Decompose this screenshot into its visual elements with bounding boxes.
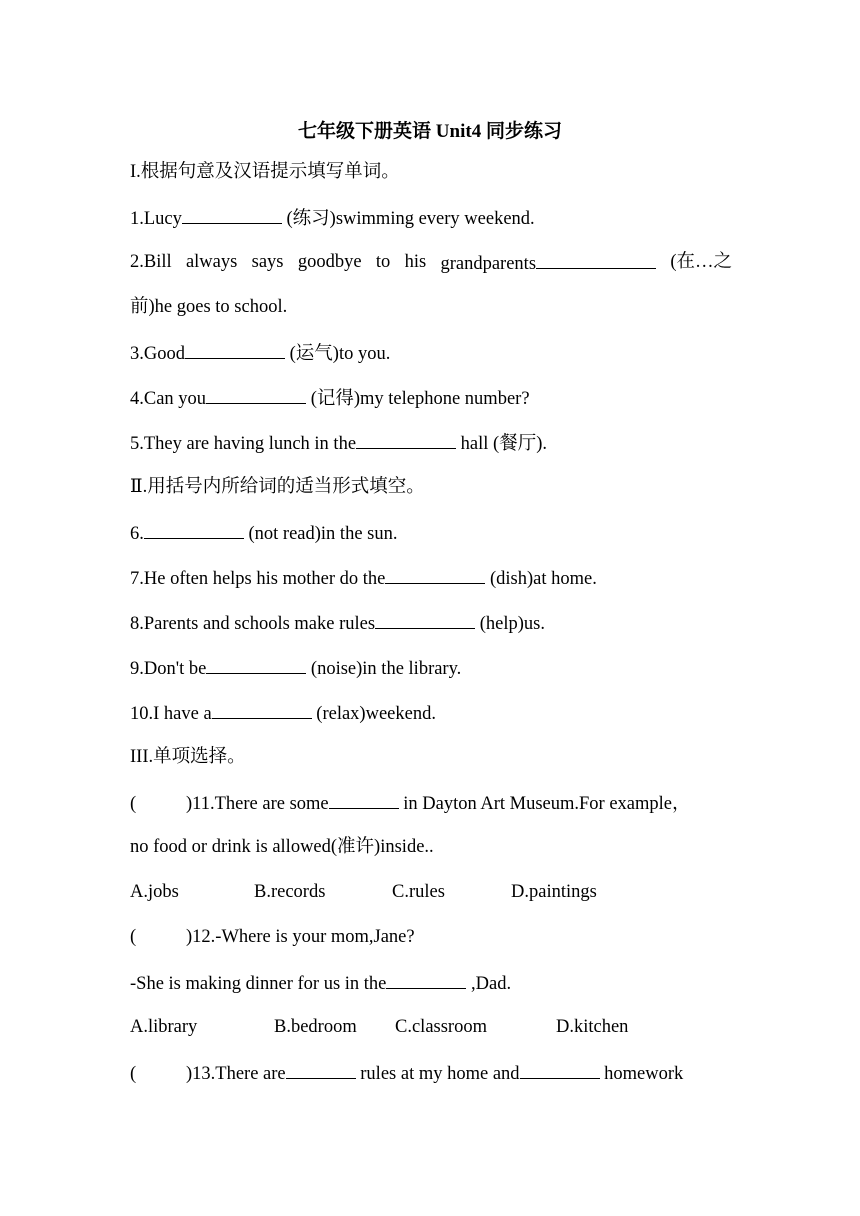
answer-blank[interactable]	[520, 1060, 600, 1079]
answer-blank[interactable]	[329, 790, 399, 809]
question-5: 5.They are having lunch in the hall (餐厅).	[130, 430, 547, 456]
section-2-heading: Ⅱ.用括号内所给词的适当形式填空。	[130, 477, 425, 497]
answer-blank[interactable]	[206, 655, 306, 674]
question-11-line-2: no food or drink is allowed(准许)inside..	[130, 837, 434, 857]
option-d[interactable]: D.kitchen	[556, 1017, 629, 1037]
question-1: 1.Lucy (练习)swimming every weekend.	[130, 205, 535, 231]
section-1-heading: I.根据句意及汉语提示填写单词。	[130, 162, 400, 182]
question-6: 6. (not read)in the sun.	[130, 520, 398, 546]
answer-blank[interactable]	[385, 565, 485, 584]
question-2-line-2: 前)he goes to school.	[130, 297, 288, 317]
question-9: 9.Don't be (noise)in the library.	[130, 655, 461, 681]
option-b[interactable]: B.bedroom	[274, 1017, 357, 1037]
answer-blank[interactable]	[536, 250, 656, 269]
answer-blank[interactable]	[356, 430, 456, 449]
option-d[interactable]: D.paintings	[511, 882, 597, 902]
question-3: 3.Good (运气)to you.	[130, 340, 390, 366]
question-2-line-1: 2.Bill always says goodbye to his grandparents (在…之	[130, 252, 732, 274]
option-a[interactable]: A.library	[130, 1017, 198, 1037]
question-13: ( )13.There are rules at my home and homework	[130, 1060, 683, 1086]
section-3-heading: III.单项选择。	[130, 747, 246, 767]
question-4: 4.Can you (记得)my telephone number?	[130, 385, 530, 411]
answer-blank[interactable]	[375, 610, 475, 629]
option-c[interactable]: C.classroom	[395, 1017, 487, 1037]
question-8: 8.Parents and schools make rules (help)us.	[130, 610, 545, 636]
option-b[interactable]: B.records	[254, 882, 326, 902]
answer-blank[interactable]	[212, 700, 312, 719]
answer-blank[interactable]	[185, 340, 285, 359]
answer-blank[interactable]	[182, 205, 282, 224]
question-10: 10.I have a (relax)weekend.	[130, 700, 436, 726]
question-12: ( )12.-Where is your mom,Jane?	[130, 927, 415, 947]
question-11: ( )11.There are some in Dayton Art Museum.For example，	[130, 790, 690, 816]
page-title: 七年级下册英语 Unit4 同步练习	[298, 121, 562, 142]
option-a[interactable]: A.jobs	[130, 882, 179, 902]
answer-blank[interactable]	[206, 385, 306, 404]
question-12-line-2: -She is making dinner for us in the ,Dad.	[130, 970, 511, 996]
answer-blank[interactable]	[144, 520, 244, 539]
question-7: 7.He often helps his mother do the (dish)at home.	[130, 565, 597, 591]
option-c[interactable]: C.rules	[392, 882, 445, 902]
answer-blank[interactable]	[286, 1060, 356, 1079]
answer-blank[interactable]	[386, 970, 466, 989]
